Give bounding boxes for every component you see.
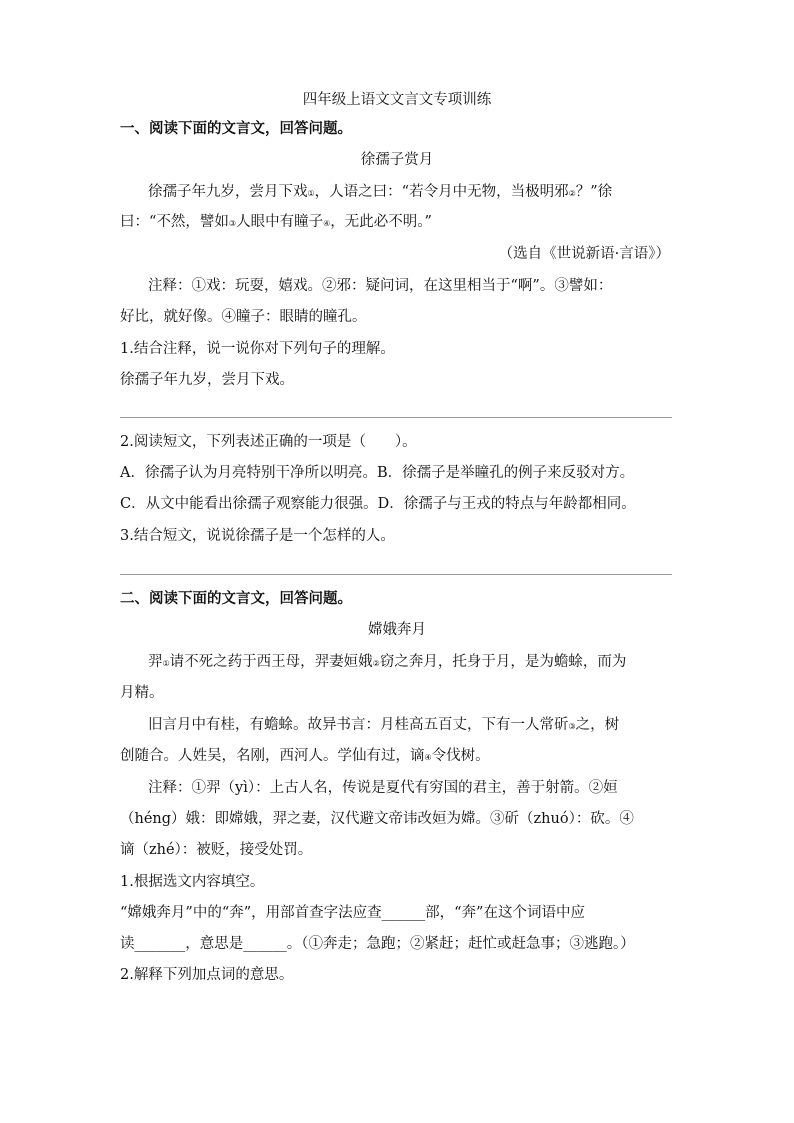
text-span: 羿 xyxy=(148,654,163,670)
section2-question1-line2: 读_______，意思是______。（①奔走；急跑；②紧赶；赶忙或赶急事；③逃跑。） xyxy=(120,936,635,952)
section2-question2: 2.解释下列加点词的意思。 xyxy=(120,967,294,983)
section2-heading: 二、阅读下面的文言文，回答问题。 xyxy=(120,590,352,607)
text-span: 曰：“不然，譬如 xyxy=(120,214,229,230)
section1-question1-sentence: 徐孺子年九岁，尝月下戏。 xyxy=(120,372,294,388)
section1-question2-options-cd: C．从文中能看出徐孺子观察能力很强。D．徐孺子与王戎的特点与年龄都相同。 xyxy=(120,496,636,512)
section2-question1: 1.根据选文内容填空。 xyxy=(120,874,265,890)
section1-notes-line1: 注释：①戏：玩耍，嬉戏。②邪：疑问词，在这里相当于“啊”。③譬如： xyxy=(148,278,613,294)
section2-passage-line2: 月精。 xyxy=(120,685,164,701)
text-span: ？”徐 xyxy=(575,184,613,200)
text-span: ，无此必不明。” xyxy=(330,214,432,230)
note-marker: ② xyxy=(568,189,576,198)
answer-line[interactable] xyxy=(120,417,672,418)
note-marker: ④ xyxy=(424,753,432,762)
section2-notes-line3: 谪（zhé）：被贬，接受处罚。 xyxy=(120,842,313,858)
section1-passage-line2 xyxy=(120,212,432,234)
note-marker: ③ xyxy=(228,219,237,228)
section1-question1: 1.结合注释，说一说你对下列句子的理解。 xyxy=(120,341,395,357)
section1-question2: 2.阅读短文，下列表述正确的一项是（ ）。 xyxy=(120,434,417,450)
section1-question3: 3.结合短文，说说徐孺子是一个怎样的人。 xyxy=(120,528,395,544)
note-marker: ④ xyxy=(323,219,331,228)
text-span: 窃之奔月，托身于月，是为蟾蜍，而为 xyxy=(379,654,627,670)
text-span: 人眼中有瞳子 xyxy=(236,214,324,230)
text-span: 旧言月中有桂，有蟾蜍。故异书言：月桂高五百丈，下有一人常斫 xyxy=(148,717,569,733)
text-span: ，人语之曰：“若令月中无物，当极明邪 xyxy=(314,184,569,200)
section2-passage-line4 xyxy=(120,746,490,768)
text-span: 徐孺子年九岁，尝月下戏 xyxy=(148,184,308,200)
section2-passage-line3 xyxy=(148,715,619,737)
section1-passage-title: 徐孺子赏月 xyxy=(360,152,434,168)
note-marker: ① xyxy=(307,189,315,198)
section1-source: （选自《世说新语·言语》） xyxy=(498,246,670,262)
section2-question1-line1: “嫦娥奔月”中的“奔”，用部首查字法应查______部，“奔”在这个词语中应 xyxy=(120,905,585,921)
note-marker: ③ xyxy=(568,722,576,731)
section2-notes-line1: 注释：①羿（yì）：上古人名，传说是夏代有穷国的君主，善于射箭。②姮 xyxy=(148,780,618,796)
text-span: 令伐树。 xyxy=(431,748,490,764)
note-marker: ① xyxy=(162,659,170,668)
section1-question2-options-ab: A．徐孺子认为月亮特别干净所以明亮。B．徐孺子是举瞳孔的例子来反驳对方。 xyxy=(120,465,635,481)
section2-passage-title: 嫦娥奔月 xyxy=(368,622,426,638)
text-span: 请不死之药于西王母，羿妻姮娥 xyxy=(169,654,373,670)
document-title: 四年级上语文文言文专项训练 xyxy=(302,92,492,108)
text-span: 创随合。人姓吴，名刚，西河人。学仙有过，谪 xyxy=(120,748,425,764)
note-marker: ② xyxy=(372,659,380,668)
section1-notes-line2: 好比，就好像。④瞳子：眼睛的瞳孔。 xyxy=(120,309,367,325)
answer-line[interactable] xyxy=(120,574,672,575)
section2-passage-line1 xyxy=(148,652,626,674)
text-span: 之，树 xyxy=(575,717,620,733)
section1-heading: 一、阅读下面的文言文，回答问题。 xyxy=(120,120,352,137)
section2-notes-line2: （héng）娥：即嫦娥，羿之妻，汉代避文帝讳改姮为嫦。③斫（zhuó）：砍。④ xyxy=(120,811,634,827)
section1-passage-line1 xyxy=(148,182,612,204)
